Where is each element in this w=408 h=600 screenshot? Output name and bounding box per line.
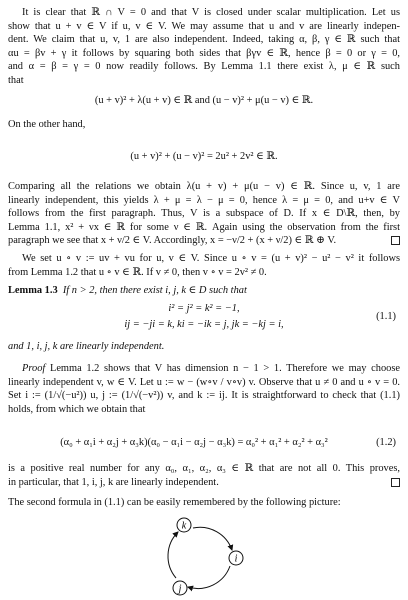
- text-line-content: Lemma 1.2 shows that V has dimension n − 1 > 1. Therefore we may choose: [49, 363, 400, 374]
- text-line: [8, 234, 400, 248]
- equation-2: (u + v)² + (u − v)² = 2u² + 2v² ∈ ℝ.: [130, 151, 278, 162]
- text-line: [8, 362, 400, 376]
- paragraph-6: [8, 462, 400, 489]
- lemma-text: If n > 2, then there exist i, j, k ∈ D such that: [62, 285, 247, 296]
- text-line: dent. We claim that u, v, 1 are also independent. Indeed, taking α, β, γ ∈ ℝ such that: [8, 34, 400, 46]
- text-line: and α = β = γ = 0 now readily follows. By Lemma 1.1 there exist λ, μ ∈ ℝ such: [8, 61, 400, 73]
- text-line: linearly independent v, w ∈ V. Let u := w − (w∘v / v∘v) v. Observe that u ≠ 0 and u ∘ v = 0.: [8, 376, 400, 388]
- node-j: [173, 581, 187, 595]
- text-line-content: paragraph we see that x + ν/2 ∈ V. Accordingly, x = −ν/2 + (x + ν/2) ∈ ℝ ⊕ V.: [8, 235, 337, 247]
- paragraph-1: [8, 6, 400, 88]
- text-line: αu = βv + γ it follows by squaring both sides that βγv ∈ ℝ, hence β = 0 or γ = 0,: [8, 47, 400, 59]
- node-j-label: j: [178, 583, 182, 595]
- qed-symbol: [391, 478, 400, 487]
- text-line: show that u + v ∈ V if u, v ∈ V. We may assume that u and v are linearly indepen-: [8, 20, 400, 32]
- equation-1: (u + v)² + λ(u + v) ∈ ℝ and (u − v)² + μ(u − v) ∈ ℝ.: [94, 95, 314, 106]
- arrow-k-to-i: [193, 527, 232, 550]
- text-line: It is clear that ℝ ∩ V = 0 and that V is closed under scalar multiplication. Let us: [22, 7, 400, 18]
- text-line: [8, 476, 400, 490]
- text-line: and 1, i, j, k are linearly independent.: [8, 341, 165, 352]
- text-line: Lemma 1.1, x² + νx ∈ ℝ for some ν ∈ ℝ. Again using the observation from the first: [8, 221, 400, 233]
- lemma-label: Lemma 1.3: [8, 285, 58, 296]
- ijk-cycle-diagram: [160, 514, 260, 598]
- text-line: On the other hand,: [8, 119, 86, 130]
- node-i: [229, 551, 243, 565]
- arrow-i-to-j: [188, 566, 230, 589]
- qed-symbol: [391, 236, 400, 245]
- node-i-label: i: [234, 553, 238, 565]
- text-line: follows from the first paragraph. Thus, V is a subspace of D. If x ∈ D\ℝ, then, by: [8, 208, 400, 220]
- lemma-tail: [8, 340, 400, 354]
- paragraph-2: [8, 118, 400, 132]
- equation-number-1-2: (1.2): [376, 437, 396, 448]
- text-line: Comparing all the relations we obtain λ(u + v) + μ(u − v) ∈ ℝ. Since u, v, 1 are: [8, 181, 400, 192]
- proof-label: Proof: [22, 363, 46, 374]
- text-line: from Lemma 1.2 that u ∘ v ∈ ℝ. If v ≠ 0, then v ∘ v = 2v² ≠ 0.: [8, 266, 267, 278]
- text-line: is a positive real number for any α₀, α₁, α₂, α₃ ∈ ℝ that are not all 0. This proves,: [8, 463, 400, 474]
- text-line: We set u ∘ v := uv + vu for u, v ∈ V. Since u ∘ v = (u + v)² − u² − v² it follows: [22, 253, 400, 264]
- equation-4: (α₀ + α₁i + α₂j + α₃k)(α₀ − α₁i − α₂j − α₃k) = α₀² + α₁² + α₂² + α₃²: [60, 437, 328, 448]
- text-line: holds, from which we obtain that: [8, 403, 146, 415]
- paragraph-3: [8, 180, 400, 248]
- text-line: The second formula in (1.1) can be easily remembered by the following picture:: [8, 497, 341, 508]
- text-line: [8, 284, 400, 298]
- text-line: linearly independent, this yields λ + μ = λ − μ = 0, hence λ = μ = 0, and u+v ∈ V: [8, 194, 400, 206]
- text-line-content: in particular, that 1, i, j, k are linearly independent.: [8, 476, 219, 488]
- text-line: Set i := (1/√(−u²)) u, j := (1/√(−v²)) v, and k := ij. It is straightforward to check that (1.1): [8, 390, 400, 402]
- paragraph-7: [8, 496, 400, 510]
- equation-number-1-1: (1.1): [376, 311, 396, 322]
- node-k: [177, 518, 191, 532]
- equation-3b: ij = −ji = k, ki = −ik = j, jk = −kj = i,: [124, 319, 284, 330]
- node-k-label: k: [181, 520, 187, 532]
- proof-paragraph: [8, 362, 400, 416]
- lemma-statement: [8, 284, 400, 298]
- equation-3a: i² = j² = k² = −1,: [168, 303, 240, 314]
- text-line: that: [8, 74, 24, 86]
- arrow-j-to-k: [168, 532, 178, 578]
- paragraph-4: [8, 252, 400, 279]
